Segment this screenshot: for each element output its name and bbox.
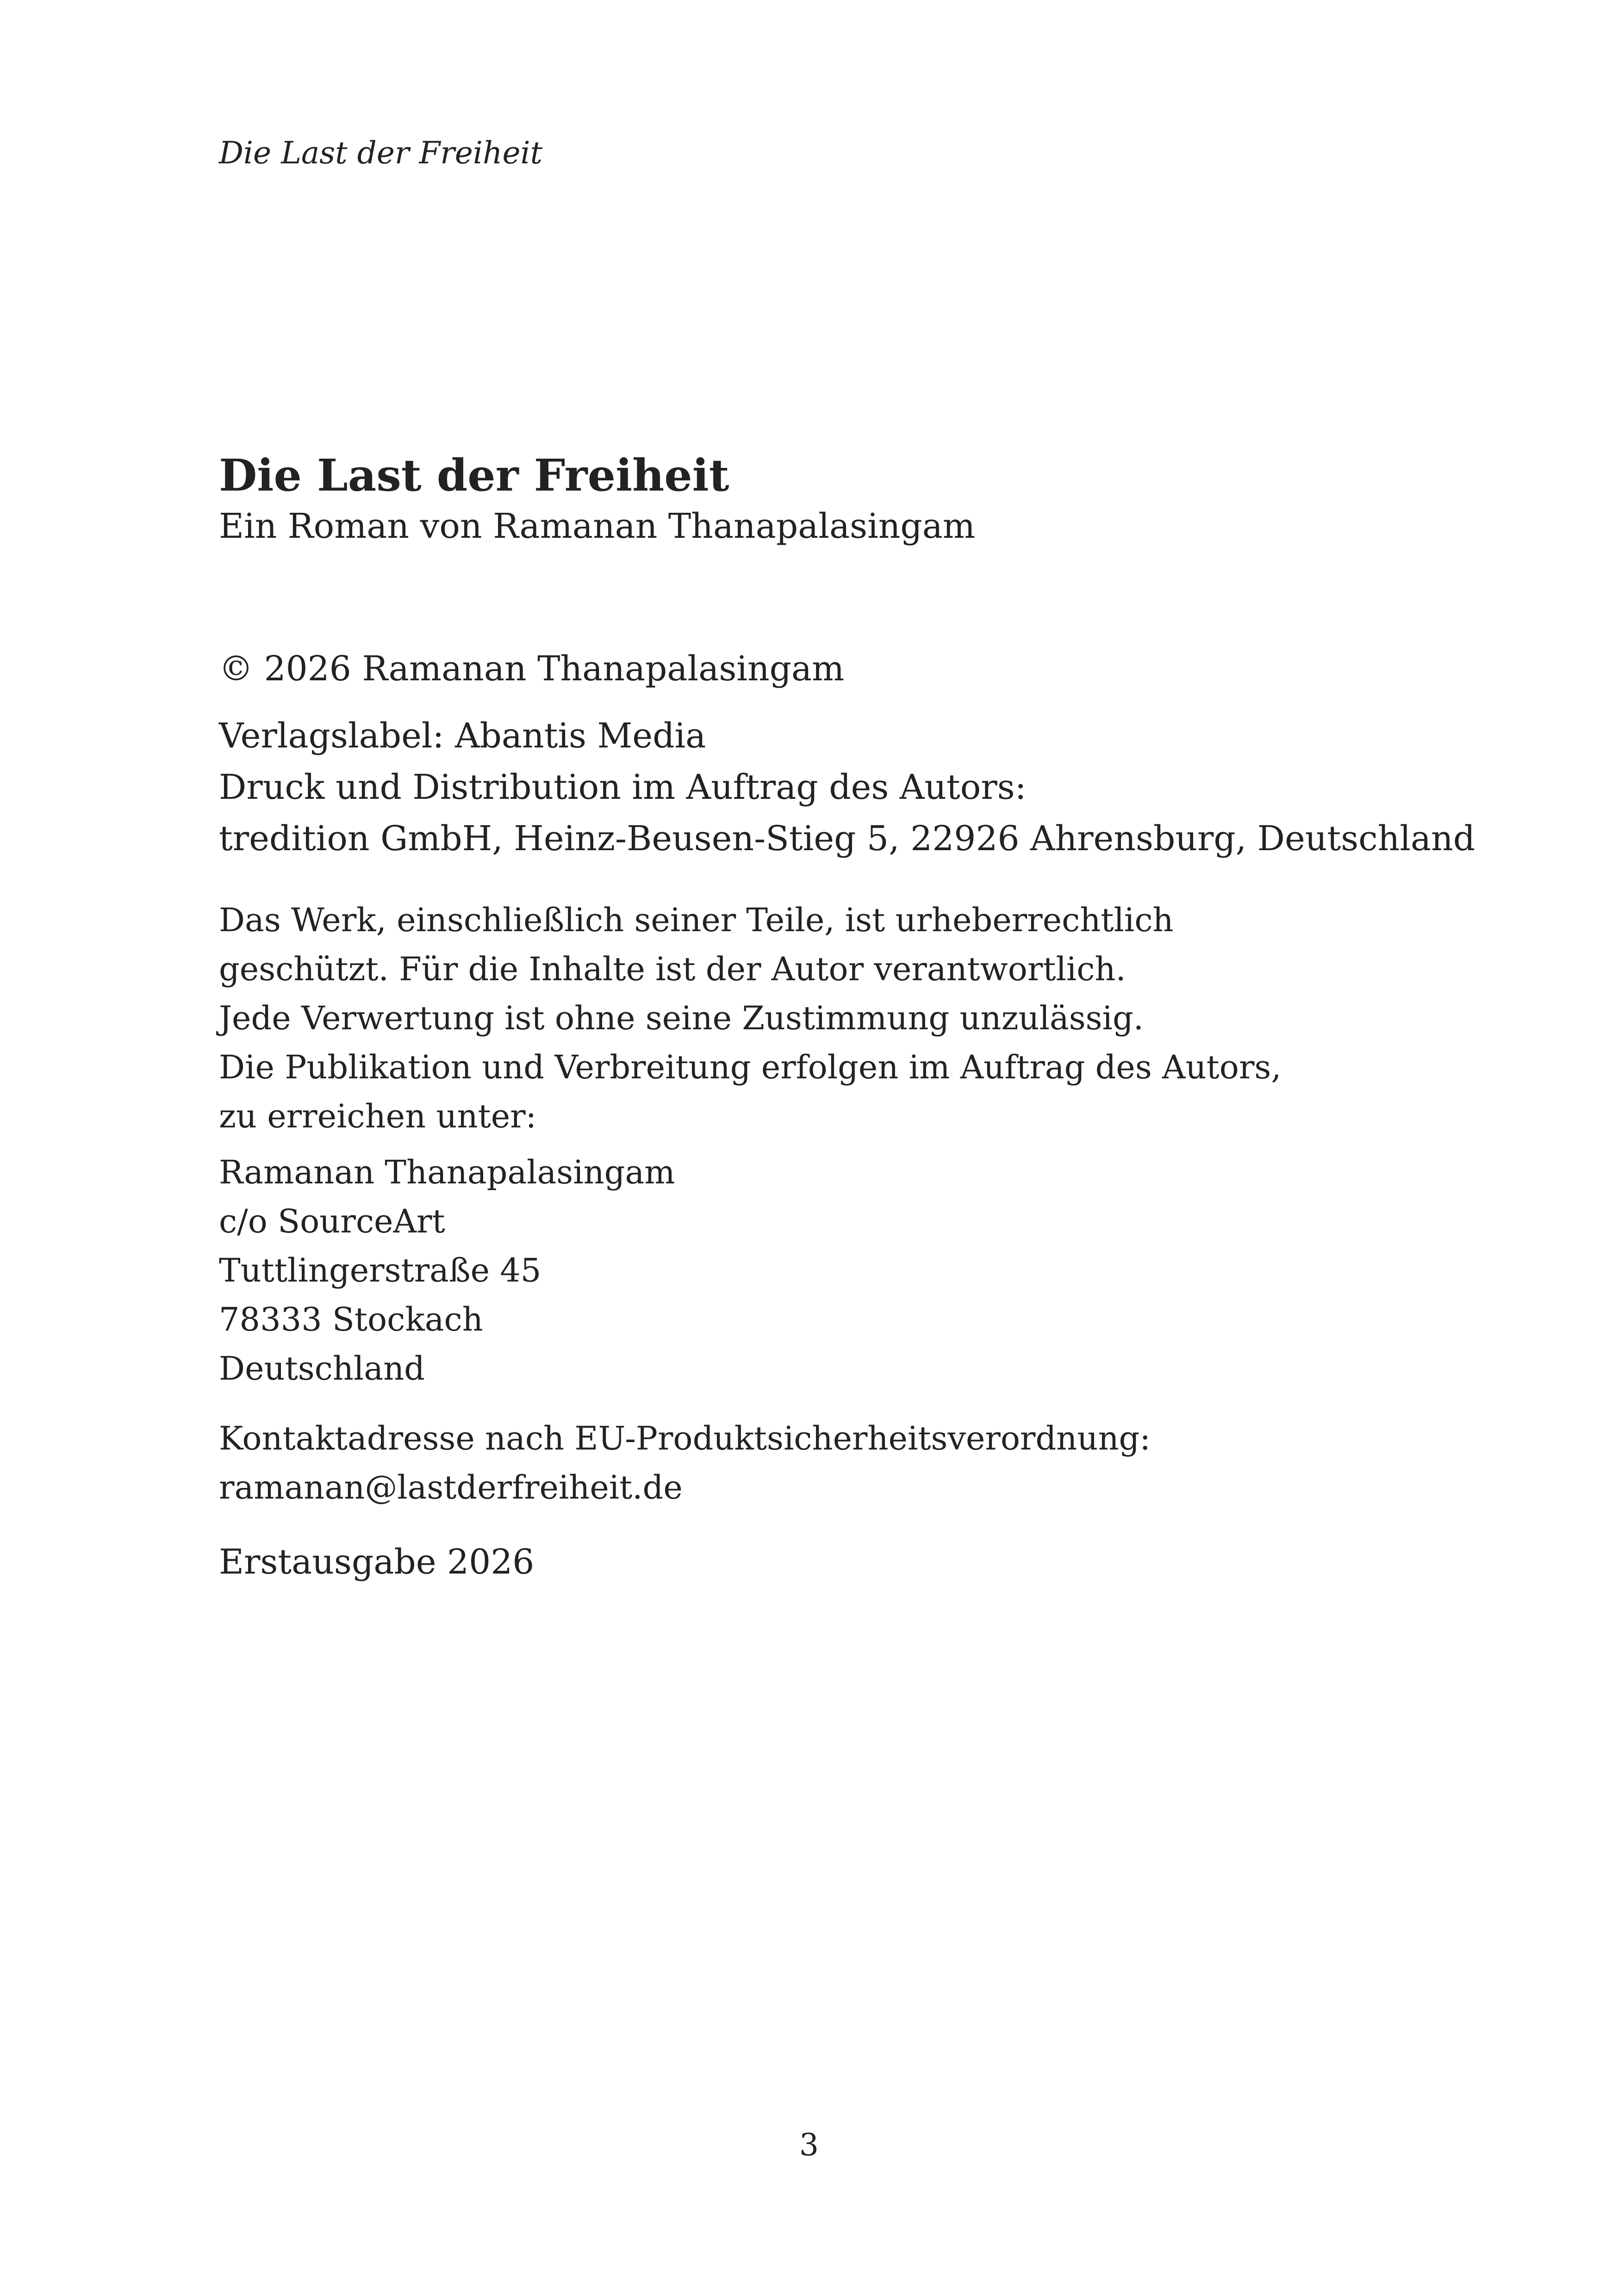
legal-notice-line: Das Werk, einschließlich seiner Teile, ist urheberrechtlich bbox=[219, 901, 1174, 939]
book-subtitle: Ein Roman von Ramanan Thanapalasingam bbox=[219, 506, 976, 546]
running-head: Die Last der Freiheit bbox=[219, 135, 543, 171]
legal-notice-block bbox=[219, 896, 1561, 1141]
title-block bbox=[219, 449, 975, 548]
legal-notice-line: Die Publikation und Verbreitung erfolgen im Auftrag des Autors, bbox=[219, 1048, 1282, 1086]
copyright-block bbox=[219, 643, 1561, 695]
legal-notice-line: geschützt. Für die Inhalte ist der Autor verantwortlich. bbox=[219, 950, 1126, 988]
book-title: Die Last der Freiheit bbox=[219, 450, 729, 501]
address-block bbox=[219, 1148, 1561, 1393]
address-care-of: c/o SourceArt bbox=[219, 1202, 445, 1240]
address-country: Deutschland bbox=[219, 1350, 425, 1388]
contact-label: Kontaktadresse nach EU-Produktsicherheitsverordnung: bbox=[219, 1419, 1151, 1457]
publisher-label-line: Verlagslabel: Abantis Media bbox=[219, 716, 706, 756]
legal-notice-line: zu erreichen unter: bbox=[219, 1097, 537, 1135]
contact-block bbox=[219, 1414, 1561, 1512]
address-street: Tuttlingerstraße 45 bbox=[219, 1251, 541, 1289]
page-number: 3 bbox=[799, 2127, 819, 2163]
copyright-line: © 2026 Ramanan Thanapalasingam bbox=[219, 649, 845, 689]
distributor-address-line: tredition GmbH, Heinz-Beusen-Stieg 5, 22926 Ahrensburg, Deutschland bbox=[219, 819, 1475, 859]
address-city: 78333 Stockach bbox=[219, 1300, 483, 1338]
address-name: Ramanan Thanapalasingam bbox=[219, 1153, 675, 1191]
edition-block bbox=[219, 1537, 1561, 1588]
legal-notice-line: Jede Verwertung ist ohne seine Zustimmung unzulässig. bbox=[219, 999, 1144, 1037]
distribution-line: Druck und Distribution im Auftrag des Autors: bbox=[219, 767, 1027, 807]
publisher-block bbox=[219, 710, 1561, 865]
contact-email: ramanan@lastderfreiheit.de bbox=[219, 1468, 683, 1506]
edition-line: Erstausgabe 2026 bbox=[219, 1542, 535, 1582]
